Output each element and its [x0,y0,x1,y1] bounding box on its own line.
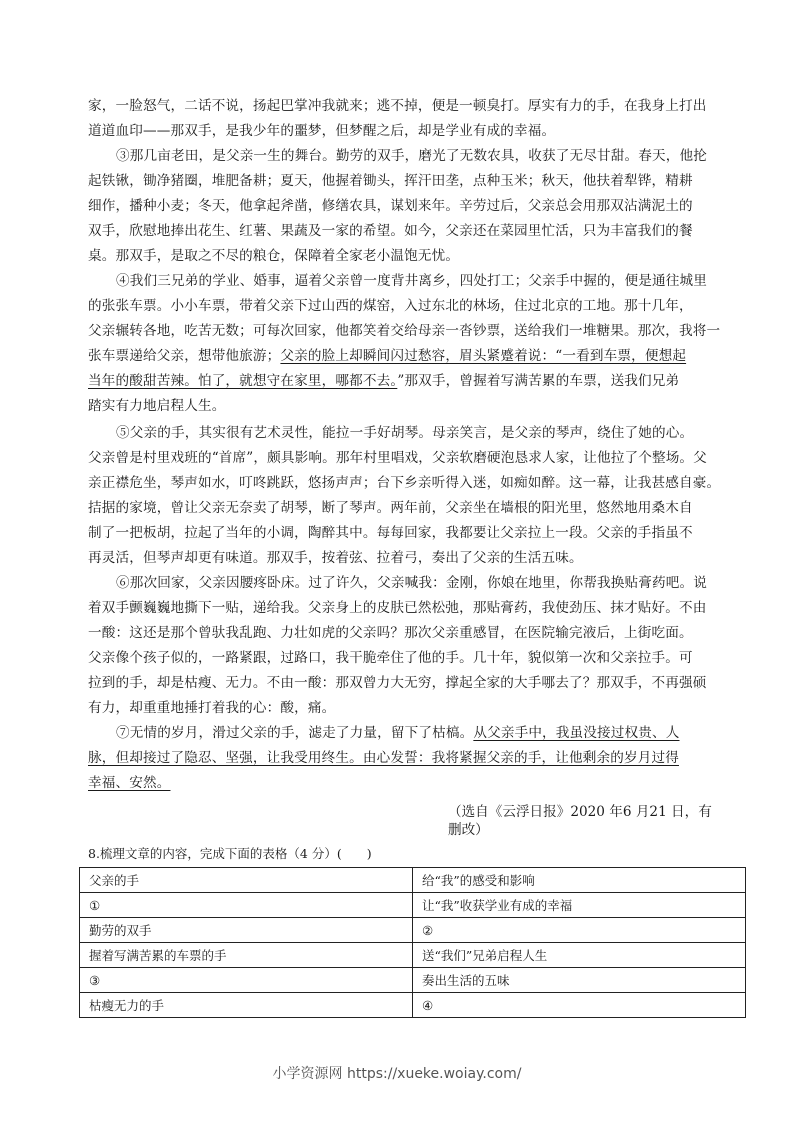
paragraph-line: 父亲像个孩子似的，一路紧跟，过路口，我干脆牵住了他的手。几十年，貌似第一次和父亲拉手。可 [88,650,693,666]
paragraph-line: 父亲曾是村里戏班的“首席”，颇具影响。那年村里唱戏，父亲软磨硬泡恳求人家，让他拉了个整场。父 [88,450,707,466]
underlined-text: 从父亲手中，我虽没接过权贵、人 [473,725,680,741]
table-cell-blank-2[interactable]: ② [413,918,746,943]
paragraph-line: 道道血印——那双手，是我少年的噩梦，但梦醒之后，却是学业有成的幸福。 [88,123,556,139]
table-header-row [80,868,746,893]
source-citation: （选自《云浮日报》2020 年6 月21 日，有 [448,804,712,820]
paragraph-6-start: ⑥那次回家，父亲因腰疼卧床。过了许久，父亲喊我：金刚，你娘在地里，你帮我换贴膏药吧。说 [116,575,707,591]
paragraph-line: 一酸：这还是那个曾驮我乱跑、力壮如虎的父亲吗？那次父亲重感冒，在医院输完液后，上街吃面。 [88,625,693,641]
table-cell: 枯瘦无力的手 [80,993,413,1018]
paragraph-line: 的张张车票。小小车票，带着父亲下过山西的煤窑，入过东北的林场，住过北京的工地。那十几年， [88,298,693,314]
underlined-text: 脉，但却接过了隐忍、坚强，让我受用终生。由心发誓：我将紧握父亲的手，让他剩余的岁月过得 [88,750,679,766]
table-cell-blank-1[interactable]: ① [80,893,413,918]
table-row [80,918,746,943]
underlined-text: 幸福、安然。 [88,775,171,791]
paragraph-5-start: ⑤父亲的手，其实很有艺术灵性，能拉一手好胡琴。母亲笑言，是父亲的琴声，绕住了她的心。 [116,425,694,441]
paragraph-line: 双手，欣慰地捧出花生、红薯、果蔬及一家的希望。如今，父亲还在菜园里忙活，只为丰富我们的餐 [88,223,693,239]
paragraph-3-start: ③那几亩老田，是父亲一生的舞台。勤劳的双手，磨光了无数农具，收获了无尽甘甜。春天，他抡 [116,148,707,164]
table-cell: 送“我们”兄弟启程人生 [413,943,746,968]
paragraph-line: 再灵活，但琴声却更有味道。那双手，按着弦、拉着弓，奏出了父亲的生活五味。 [88,550,583,566]
paragraph-line: 拮据的家境，曾让父亲无奈卖了胡琴，断了琴声。两年前，父亲坐在墙根的阳光里，悠然地用桑木自 [88,500,693,516]
table-cell: 奏出生活的五味 [413,968,746,993]
paragraph-line: 细作，播种小麦；冬天，他拿起斧凿，修缮农具，谋划来年。辛劳过后，父亲总会用那双沾满泥土的 [88,198,693,214]
table-row [80,993,746,1018]
underlined-text: 父亲的脸上却瞬间闪过愁容，眉头紧蹙着说：“一看到车票，便想起 [280,348,687,364]
paragraph-line: 父亲辗转各地，吃苦无数；可每次回家，他都笑着交给母亲一沓钞票，送给我们一堆糖果。那次，我将一 [88,323,721,339]
plain-text: ⑦无情的岁月，滑过父亲的手，滤走了力量，留下了枯槁。 [116,725,474,741]
paragraph-line: 家，一脸怒气，二话不说，扬起巴掌冲我就来；逃不掉，便是一顿臭打。厚实有力的手，在我身上打出 [88,98,707,114]
paragraph-line: 桌。那双手，是取之不尽的粮仓，保障着全家老小温饱无忧。 [88,248,460,264]
table-cell: 勤劳的双手 [80,918,413,943]
header-cell: 父亲的手 [80,868,413,893]
paragraph-line: 踏实有力地启程人生。 [88,398,226,414]
table-cell-blank-4[interactable]: ④ [413,993,746,1018]
table-row [80,893,746,918]
paragraph-line [88,749,708,767]
paragraph-line: 起铁锹，锄净猪圈，堆肥备耕；夏天，他握着锄头，挥汗田垄，点种玉米；秋天，他扶着犁铧，精耕 [88,173,693,189]
table-row [80,968,746,993]
paragraph-line: 着双手颤巍巍地撕下一贴，递给我。父亲身上的皮肤已然松弛，那贴膏药，我使劲压、抹才贴好。不由 [88,600,707,616]
table-cell: 让“我”收获学业有成的幸福 [413,893,746,918]
question-8: 8.梳理文章的内容，完成下面的表格（4 分）( ) [88,846,372,861]
paragraph-line [88,372,708,390]
paragraph-line: 拉到的手，却是枯瘦、无力。不由一酸：那双曾力大无穷，撑起全家的大手哪去了？那双手，不再强硕 [88,675,707,691]
table-cell-blank-3[interactable]: ③ [80,968,413,993]
paragraph-7-start [116,724,708,742]
table-cell: 握着写满苦累的车票的手 [80,943,413,968]
header-cell: 给“我”的感受和影响 [413,868,746,893]
paragraph-line [88,774,708,792]
table-row [80,943,746,968]
watermark-footer: 小学资源网 https://xueke.woiay.com/ [272,1066,522,1082]
paragraph-line: 有力，却重重地捶打着我的心：酸，痛。 [88,700,336,716]
summary-table [79,867,746,1018]
plain-text: ”那双手，曾握着写满苦累的车票，送我们兄弟 [397,373,680,389]
paragraph-line: 制了一把板胡，拉起了当年的小调，陶醉其中。每每回家，我都要让父亲拉上一段。父亲的手指虽不 [88,525,693,541]
paragraph-line: 亲正襟危坐，琴声如水，叮咚跳跃，悠扬声声；台下乡亲听得入迷，如痴如醉。这一幕，让我甚感自豪。 [88,475,721,491]
source-citation-cont: 删改） [448,822,489,838]
plain-text: 张车票递给父亲，想带他旅游； [88,348,281,364]
paragraph-4-start: ④我们三兄弟的学业、婚事，逼着父亲曾一度背井离乡，四处打工；父亲手中握的，便是通往城里 [116,273,707,289]
paragraph-line [88,347,708,365]
underlined-text: 当年的酸甜苦辣。怕了，就想守在家里，哪都不去。 [88,373,398,389]
